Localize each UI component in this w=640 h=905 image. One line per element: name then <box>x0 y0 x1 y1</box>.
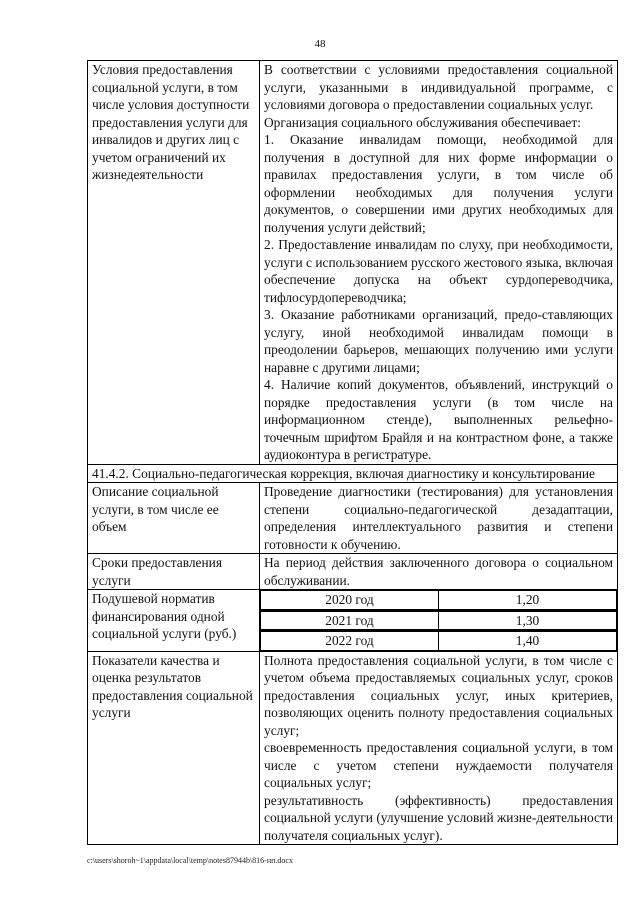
terms-content: На период действия заключенного договора о социальном обслуживании. <box>260 554 618 590</box>
quality-row <box>88 651 618 845</box>
funding-year: 2022 год <box>261 632 439 651</box>
funding-year: 2020 год <box>261 591 439 610</box>
funding-year: 2021 год <box>261 611 439 630</box>
conditions-content <box>260 61 618 465</box>
quality-label: Показатели качества и оценка результатов предоставления социальной услуги <box>88 651 260 845</box>
funding-row <box>88 590 618 611</box>
quality-paragraph: результативность (эффективность) предоставления социальной услуги (улучшение условий жизне-деятельности получателя социальных услуг). <box>264 792 613 843</box>
quality-content <box>260 651 618 845</box>
section-heading: 41.4.2. Социально-педагогическая коррекция, включая диагностику и консультирование <box>88 464 618 483</box>
conditions-paragraph: В соответствии с условиями предоставления социальной услуги, указанными в индивидуальной программе, с условиями договора о предоставлении социальных услуг. <box>264 62 613 112</box>
funding-year-row <box>260 610 618 631</box>
service-table <box>87 60 618 845</box>
conditions-paragraph: 4. Наличие копий документов, объявлений, инструкций о порядке предоставления услуги (в том числе на информационном стенде), выполненных рельефно-точечным шрифтом Брайля и на контрастном фоне, а также аудиоконтура в регистратуре. <box>264 377 613 462</box>
terms-label: Сроки предоставления услуги <box>88 554 260 590</box>
page-number: 48 <box>314 38 326 50</box>
description-content: Проведение диагностики (тестирования) для установления степени социально-педагогической дезадаптации, определения интеллектуального развития и степени готовности к обучению. <box>260 483 618 554</box>
funding-year-row <box>260 590 618 611</box>
footer-file-path: c:\users\shoroh~1\appdata\local\temp\notes87944b\816-нп.docx <box>87 856 293 865</box>
funding-year-row <box>260 631 618 652</box>
description-label: Описание социальной услуги, в том числе ее объем <box>88 483 260 554</box>
terms-row <box>88 554 618 590</box>
conditions-paragraph: 1. Оказание инвалидам помощи, необходимой для получения в доступной для них форме информации о правилах предоставления услуги, в том числе об оформлении необходимых для получения услуги документов, о совершении ими других необходимых для получения услуги действий; <box>264 132 613 235</box>
quality-paragraph: своевременность предоставления социальной услуги, в том числе с учетом степени нуждаемости получателя социальных услуг; <box>264 740 613 790</box>
description-row <box>88 483 618 554</box>
conditions-paragraph: Организация социального обслуживания обеспечивает: <box>264 114 581 130</box>
conditions-paragraph: 3. Оказание работниками организаций, предо-ставляющих услугу, иной необходимой инвалидам помощи в преодолении барьеров, мешающих получению ими услуги наравне с другими лицами; <box>264 307 613 375</box>
funding-value: 1,40 <box>439 632 617 651</box>
funding-label: Подушевой норматив финансирования одной социальной услуги (руб.) <box>88 590 260 652</box>
section-heading-row <box>88 464 618 483</box>
conditions-paragraph: 2. Предоставление инвалидам по слуху, при необходимости, услуги с использованием русского жестового языка, включая обеспечение допуска на объект сурдопереводчика, тифлосурдопереводчика; <box>264 237 613 305</box>
quality-paragraph: Полнота предоставления социальной услуги, в том числе с учетом объема предоставляемых социальных услуг, сроков предоставления социальных услуг, иных критериев, позволяющих оценить полноту предоставления социальных услуг; <box>264 652 613 738</box>
conditions-row <box>88 61 618 465</box>
conditions-label: Условия предоставления социальной услуги, в том числе условия доступности предоставления услуги для инвалидов и других лиц с учетом ограничений их жизнедеятельности <box>88 61 260 465</box>
funding-value: 1,20 <box>439 591 617 610</box>
funding-value: 1,30 <box>439 611 617 630</box>
